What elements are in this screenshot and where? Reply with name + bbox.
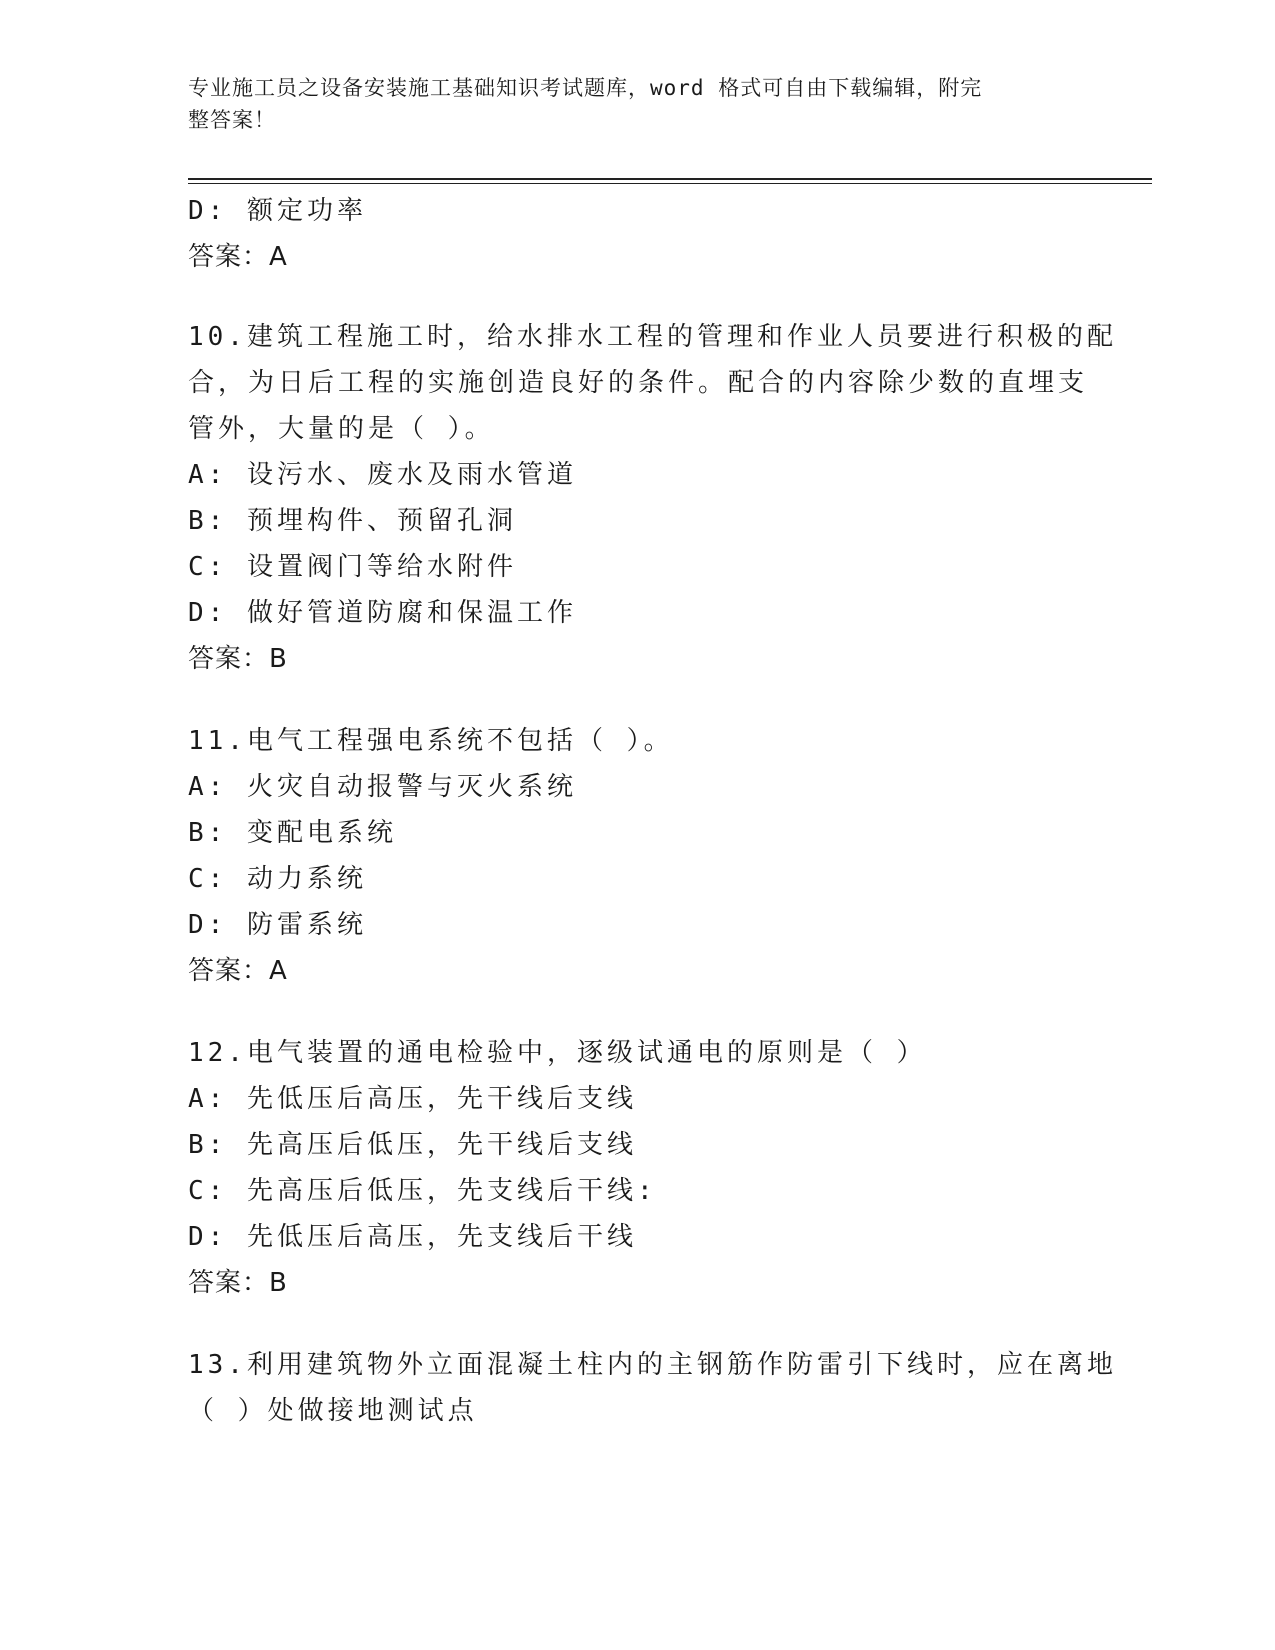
question-stem xyxy=(188,1030,1088,1076)
answer-line: 答案：A xyxy=(188,242,288,272)
option-a: A: 先低压后高压，先干线后支线 xyxy=(188,1084,637,1114)
option-c: C: 先高压后低压，先支线后干线: xyxy=(188,1176,657,1206)
stem-line: 10.建筑工程施工时，给水排水工程的管理和作业人员要进行积极的配 xyxy=(188,322,1117,352)
option-b: B: 先高压后低压，先干线后支线 xyxy=(188,1130,637,1160)
question-stem xyxy=(188,314,1117,452)
question-11 xyxy=(188,718,1088,994)
option-d: D: 先低压后高压，先支线后干线 xyxy=(188,1222,637,1252)
option-c: C: 设置阀门等给水附件 xyxy=(188,552,517,582)
question-stem xyxy=(188,1342,1117,1434)
stem-line: 11.电气工程强电系统不包括（ ）。 xyxy=(188,726,674,756)
option-a: A: 设污水、废水及雨水管道 xyxy=(188,460,577,490)
option-d: D: 防雷系统 xyxy=(188,910,367,940)
stem-line: 管外，大量的是（ ）。 xyxy=(188,414,495,444)
carryover-block xyxy=(188,188,1088,280)
option-b: B: 变配电系统 xyxy=(188,818,397,848)
option-d: D: 做好管道防腐和保温工作 xyxy=(188,598,577,628)
answer-line: 答案：B xyxy=(188,1268,288,1298)
question-13 xyxy=(188,1342,1117,1434)
stem-line: 合，为日后工程的实施创造良好的条件。配合的内容除少数的直埋支 xyxy=(188,368,1089,398)
answer-line: 答案：A xyxy=(188,956,288,986)
answer-line: 答案：B xyxy=(188,644,288,674)
question-stem xyxy=(188,718,1088,764)
option-d: D: 额定功率 xyxy=(188,196,367,226)
stem-line: 13.利用建筑物外立面混凝土柱内的主钢筋作防雷引下线时，应在离地 xyxy=(188,1350,1117,1380)
option-c: C: 动力系统 xyxy=(188,864,367,894)
question-content xyxy=(188,188,1117,1434)
option-b: B: 预埋构件、预留孔洞 xyxy=(188,506,517,536)
header-line-2: 整答案！ xyxy=(188,108,276,132)
question-12 xyxy=(188,1030,1088,1306)
question-10 xyxy=(188,314,1117,682)
header-divider-thin xyxy=(188,183,1152,184)
document-header xyxy=(188,72,1068,136)
header-divider-thick xyxy=(188,178,1152,180)
stem-line: 12.电气装置的通电检验中，逐级试通电的原则是（ ） xyxy=(188,1038,927,1068)
header-line-1: 专业施工员之设备安装施工基础知识考试题库，word 格式可自由下载编辑，附完 xyxy=(188,76,983,100)
stem-line: （ ）处做接地测试点 xyxy=(188,1396,478,1426)
option-a: A: 火灾自动报警与灭火系统 xyxy=(188,772,577,802)
